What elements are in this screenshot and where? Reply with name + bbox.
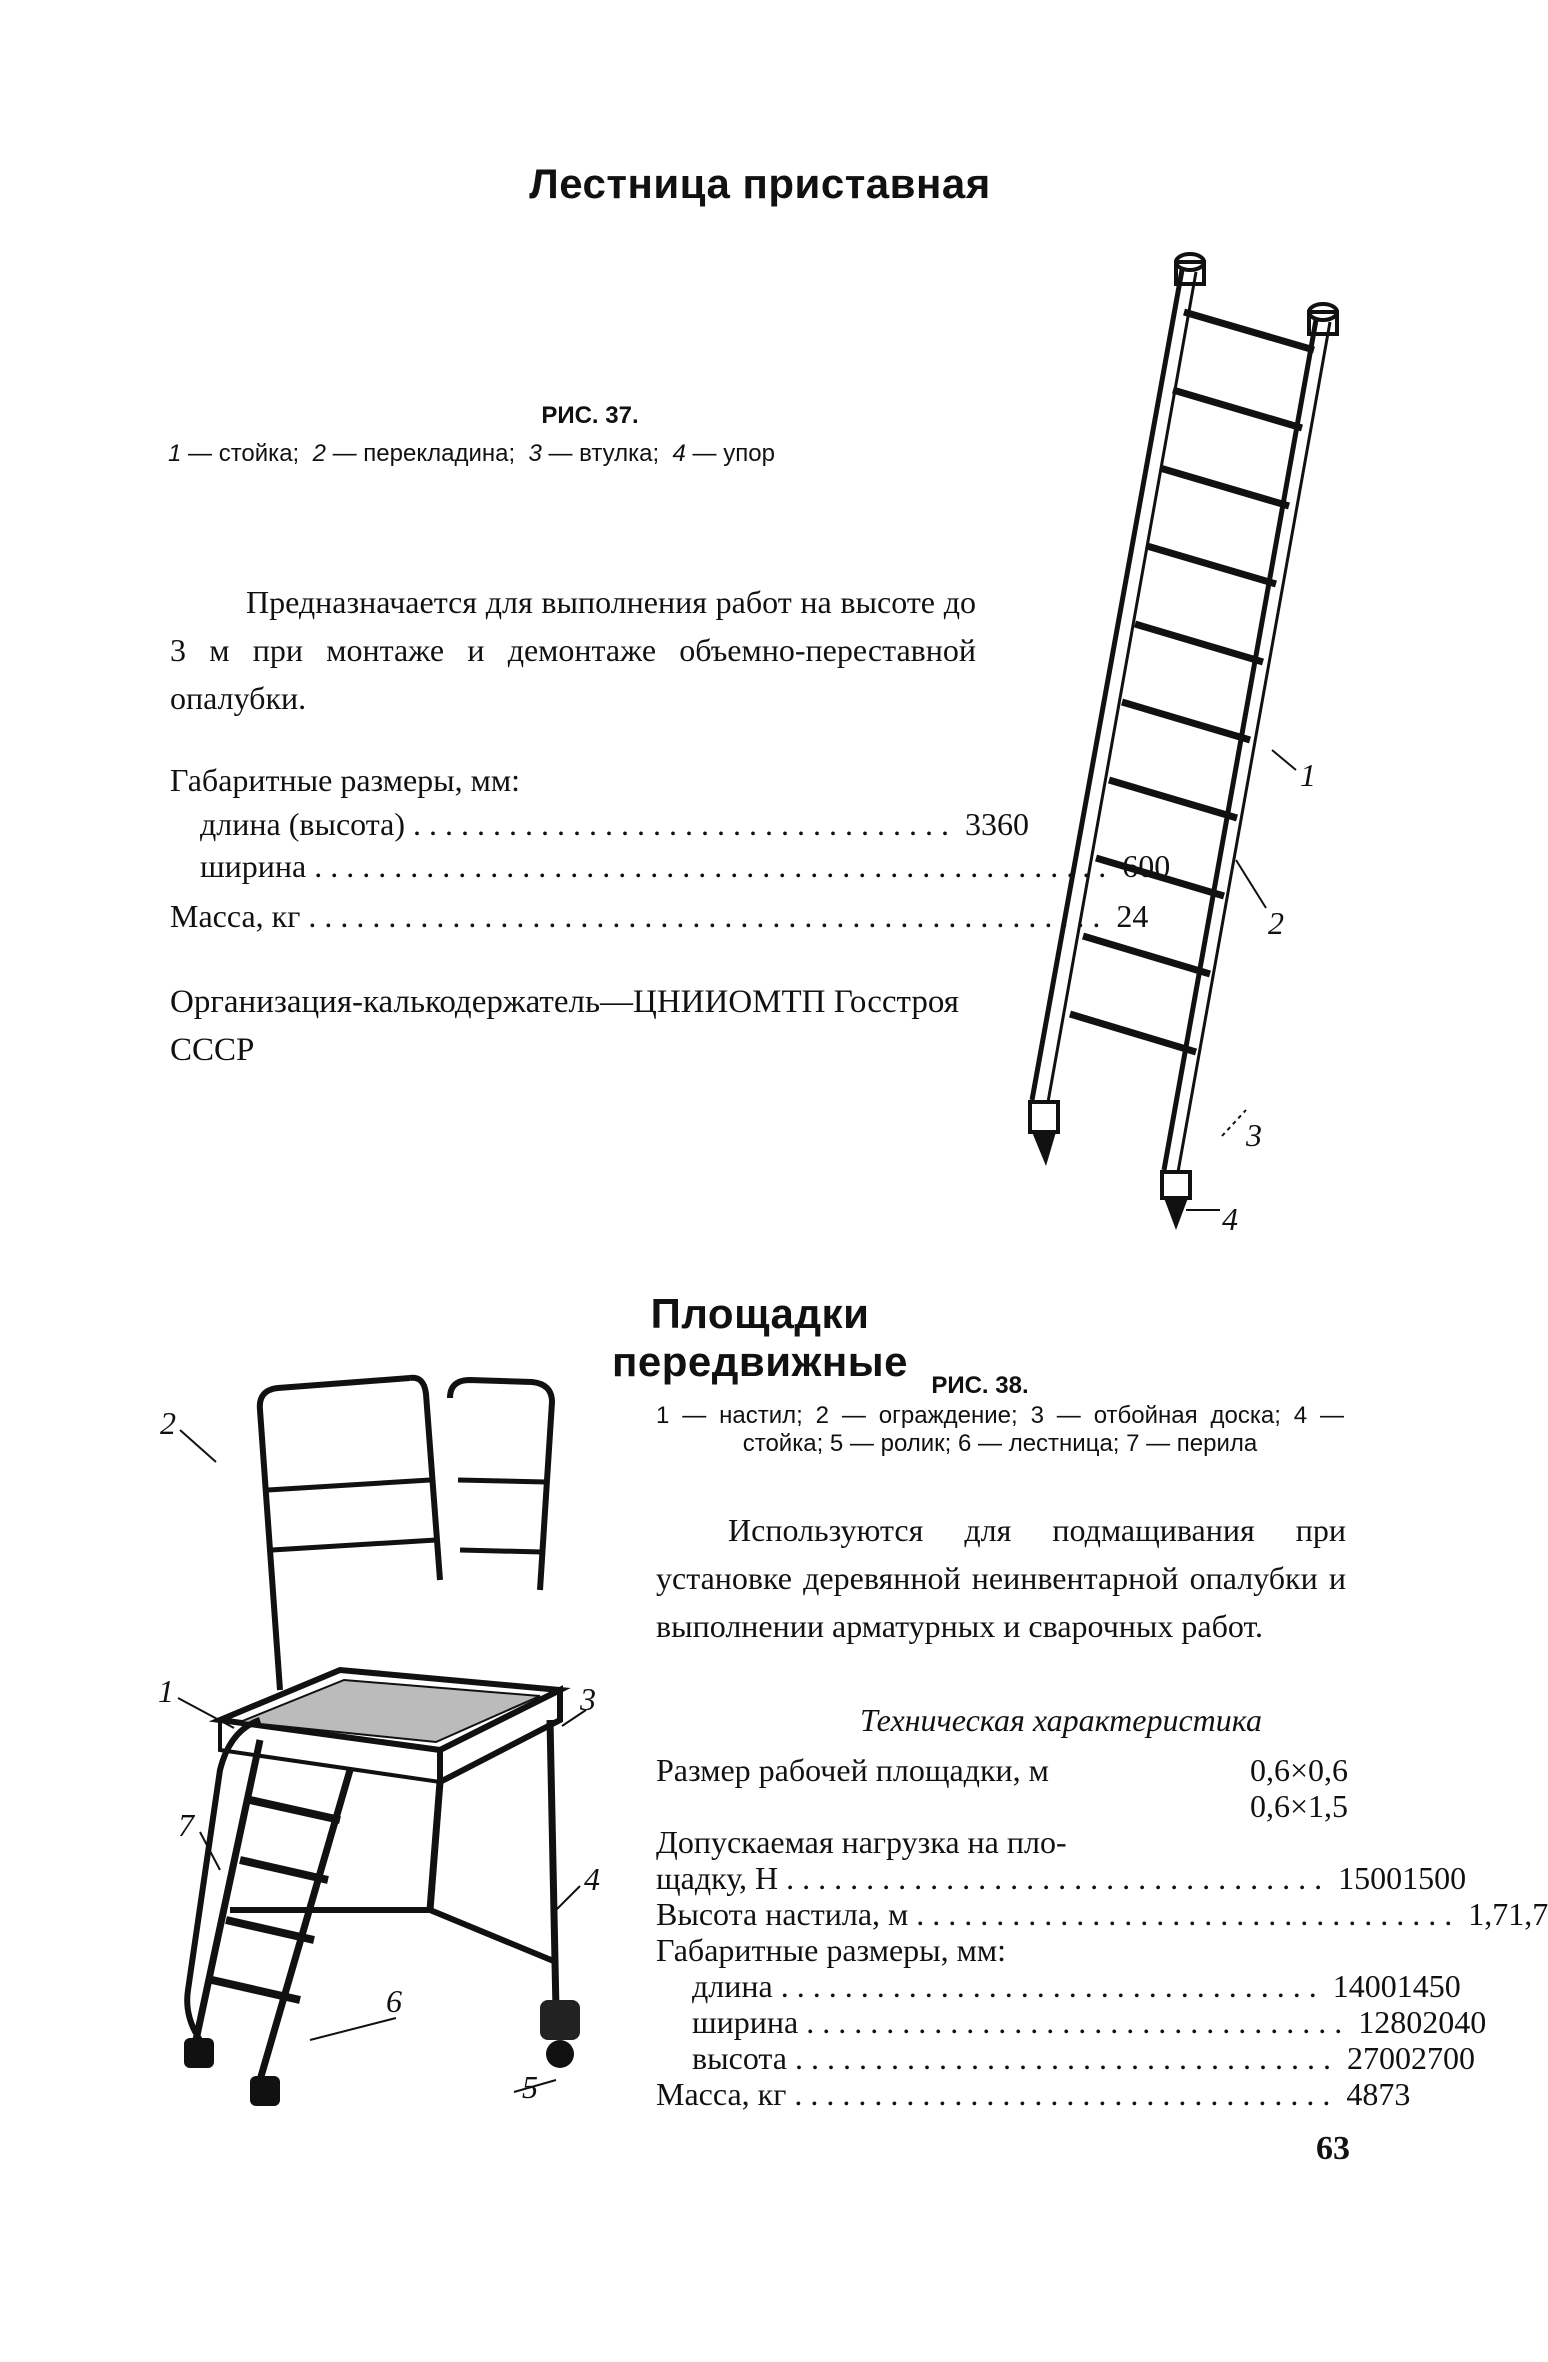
spec-heading: Техническая характеристика (860, 1702, 1262, 1738)
callout-3: 3 (1246, 1117, 1262, 1153)
ladder-length-row: длина (высота) .................................. 3360 (200, 806, 1029, 842)
callout-1: 1 (1300, 757, 1316, 793)
ladder-organization: Организация-калькодержатель—ЦНИИОМТП Госстроя СССР (170, 984, 959, 1068)
ladder-mass-row: Масса, кг .................................................. 24 (170, 898, 1149, 934)
spec-table (656, 1752, 1548, 2112)
platform-dims-heading: Габаритные размеры, мм: (656, 1932, 1007, 1968)
platform-width-row: ширина .................................. 1280 2040 (692, 2004, 1487, 2040)
platform-height-row: высота .................................. 2700 2700 (692, 2040, 1475, 2076)
section-title-ladder: Лестница приставная (529, 160, 991, 207)
figure-label-38: РИС. 38. (931, 1372, 1029, 1399)
figure-legend-37: 1 — стойка; 2 — перекладина; 3 — втулка; 4 — упор (168, 440, 775, 467)
platform-size-row: Размер рабочей площадки, м 0,6×0,6 (656, 1752, 1348, 1788)
ladder-width-row: ширина .................................................. 600 (200, 848, 1171, 884)
load-row: щадку, Н .................................. 1500 1500 (656, 1860, 1467, 1896)
callout-4: 4 (1222, 1201, 1238, 1237)
callout-1: 1 (158, 1673, 174, 1709)
figure-label-37: РИС. 37. (541, 402, 639, 429)
callout-7: 7 (178, 1807, 194, 1843)
platform-length-row: длина .................................. 1400 1450 (692, 1968, 1461, 2004)
section-title-platforms: Площадки передвижные (612, 1290, 908, 1385)
platform-mass-row: Масса, кг .................................. 48 73 (656, 2076, 1411, 2112)
platform-guardrail (260, 1378, 552, 1690)
page-number: 63 (1316, 2130, 1350, 2167)
deck-height-row: Высота настила, м .................................. 1,7 1,7 (656, 1896, 1548, 1932)
callout-6: 6 (386, 1983, 402, 2019)
platform-illustration (160, 1350, 630, 2120)
platform-deck (220, 1670, 560, 1782)
callout-2: 2 (160, 1405, 176, 1441)
figure-legend-38: 1 — настил; 2 — ограждение; 3 — отбойная доска; 4 — стойка; 5 — ролик; 6 — лестница; 7 — перила (656, 1402, 1344, 1457)
callout-4: 4 (584, 1861, 600, 1897)
callout-2: 2 (1268, 905, 1284, 941)
callout-5: 5 (522, 2069, 538, 2105)
platform-description: Используются для подмащивания при установке деревянной неинвентарной опалубки и выполнении арматурных и сварочных работ. (656, 1512, 1346, 1644)
callout-3: 3 (580, 1681, 596, 1717)
load-label-row: Допускаемая нагрузка на пло- (656, 1824, 1067, 1860)
platform-size-row-2: 0,6×1,5 (1249, 1788, 1348, 1824)
ladder-illustration (1010, 240, 1340, 1240)
ladder-description: Предназначается для выполнения работ на высоте до 3 м при монтаже и демонтаже объемно-переставной опалубки. (170, 584, 976, 716)
ladder-dims-heading: Габаритные размеры, мм: (170, 762, 521, 798)
